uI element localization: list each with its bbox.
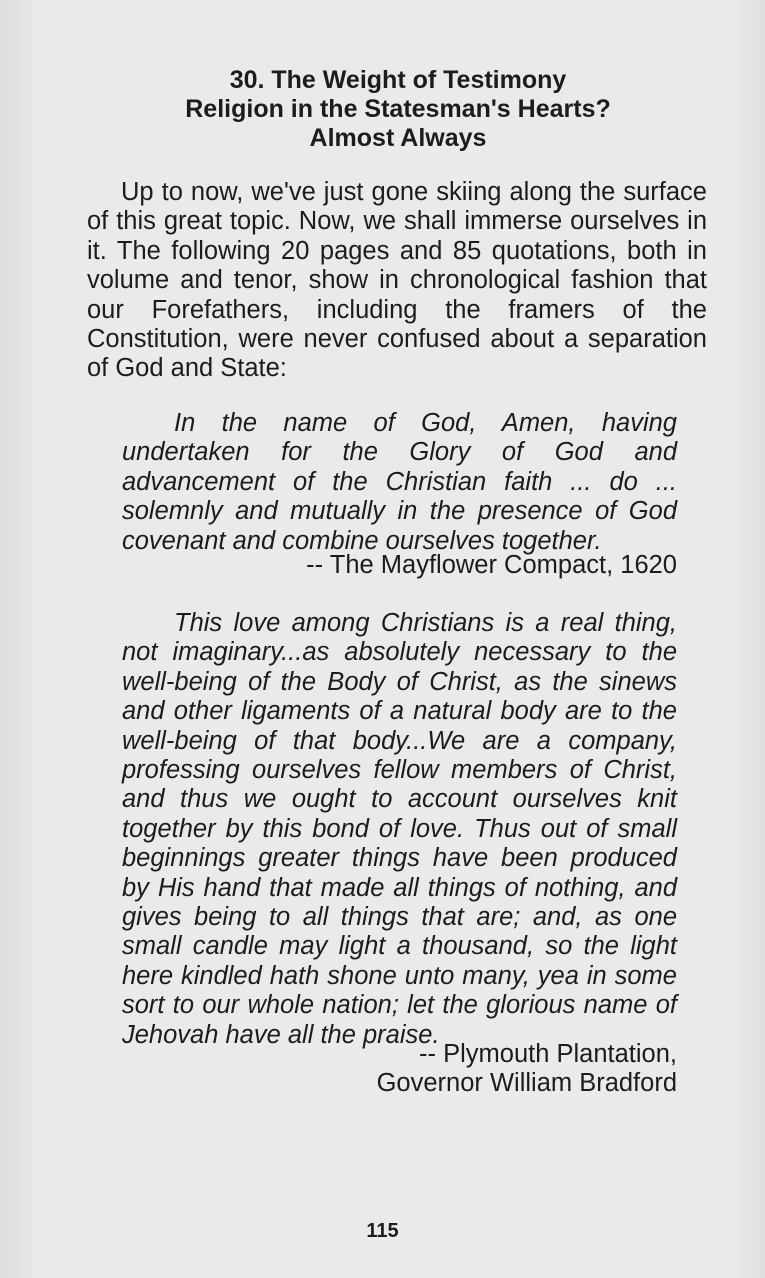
intro-paragraph: Up to now, we've just gone skiing along the surface of this great topic. Now, we shall immerse ourselves in it. The following 20 pages and 85 quotations, both in volume and tenor, show in chronological fashion that our Forefathers, including the framers of the Constitution, were never confused about a separation of God and State: xyxy=(87,178,707,383)
bradford-quote: This love among Christians is a real thing, not imaginary...as absolutely necessary to the well-being of the Body of Christ, as the sinews and other ligaments of a natural body are to the well-being of that body...We are a company, professing ourselves fellow members of Christ, and thus we ought to account ourselves knit together by this bond of love. Thus out of small beginnings greater things have been produced by His hand that made all things of nothing, and gives being to all things that are; and, as one small candle may light a thousand, so the light here kindled hath shone unto many, yea in some sort to our whole nation; let the glorious name of Jehovah have all the praise. xyxy=(122,609,677,1049)
mayflower-compact-attribution: -- The Mayflower Compact, 1620 xyxy=(306,551,677,579)
bradford-attribution-source: -- Plymouth Plantation, xyxy=(419,1040,677,1068)
page-number: 115 xyxy=(366,1220,399,1242)
chapter-subtitle: Religion in the Statesman's Hearts? xyxy=(185,95,611,123)
bradford-attribution-author: Governor William Bradford xyxy=(376,1069,677,1098)
chapter-subtitle-answer: Almost Always xyxy=(309,124,487,152)
bradford-attribution xyxy=(377,1040,677,1099)
chapter-title: 30. The Weight of Testimony xyxy=(229,66,567,94)
mayflower-compact-quote: In the name of God, Amen, having undertaken for the Glory of God and advancement of the Christian faith ... do ... solemnly and mutually in the presence of God covenant and combine ourselves together. xyxy=(122,409,677,555)
chapter-heading xyxy=(88,66,708,153)
